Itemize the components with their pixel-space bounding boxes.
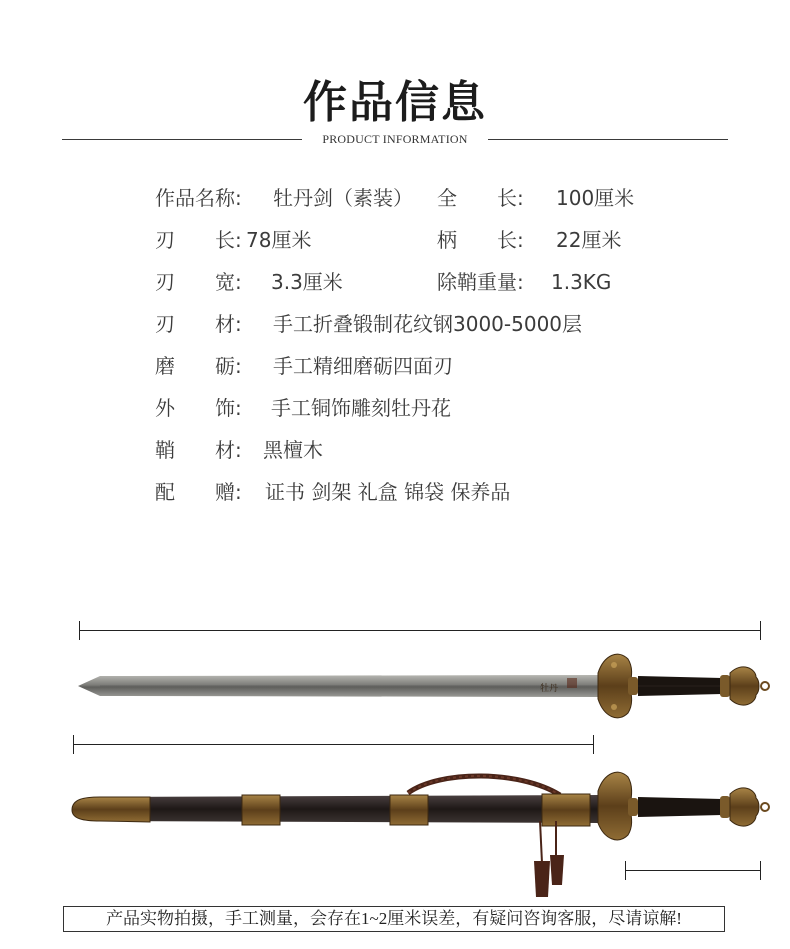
svg-text:牡丹: 牡丹 — [540, 684, 559, 694]
sword-photo — [0, 645, 790, 725]
spec-value: 78厘米 — [246, 228, 312, 252]
spec-value: 1.3KG — [551, 270, 612, 294]
disclaimer-notice: 产品实物拍摄，手工测量，会存在1~2厘米误差，有疑问咨询客服，尽请谅解! — [63, 906, 725, 932]
spec-value: 3.3厘米 — [271, 270, 343, 294]
spec-label: 作品名称: — [155, 186, 242, 210]
spec-value: 手工铜饰雕刻牡丹花 — [271, 396, 451, 420]
spec-label: 刃 材: — [155, 312, 242, 336]
spec-label: 刃 宽: — [155, 270, 242, 294]
page-subtitle: PRODUCT INFORMATION — [322, 132, 468, 146]
spec-value: 证书 剑架 礼盒 锦袋 保养品 — [265, 480, 511, 504]
spec-value: 黑檀木 — [263, 438, 323, 462]
spec-label: 刃 长: — [155, 228, 242, 252]
sword-with-scabbard-photo — [0, 765, 790, 905]
blade-length-measure-line — [73, 744, 594, 745]
spec-label: 配 赠: — [155, 480, 242, 504]
spec-label: 外 饰: — [155, 396, 242, 420]
spec-value: 手工折叠锻制花纹钢3000-5000层 — [273, 312, 583, 336]
spec-value: 牡丹剑（素装） — [273, 186, 413, 210]
header-divider-right — [488, 139, 728, 140]
page-title: 作品信息 — [303, 77, 487, 128]
spec-value: 22厘米 — [556, 228, 622, 252]
total-length-measure-line — [79, 630, 761, 631]
spec-label: 鞘 材: — [155, 438, 242, 462]
spec-label: 全 长: — [437, 186, 524, 210]
spec-value: 手工精细磨砺四面刃 — [273, 354, 453, 378]
spec-label: 磨 砺: — [155, 354, 242, 378]
spec-value: 100厘米 — [556, 186, 635, 210]
header-divider-left — [62, 139, 302, 140]
spec-label: 柄 长: — [437, 228, 524, 252]
handle-length-measure-line — [625, 870, 761, 871]
spec-label: 除鞘重量: — [437, 270, 524, 294]
